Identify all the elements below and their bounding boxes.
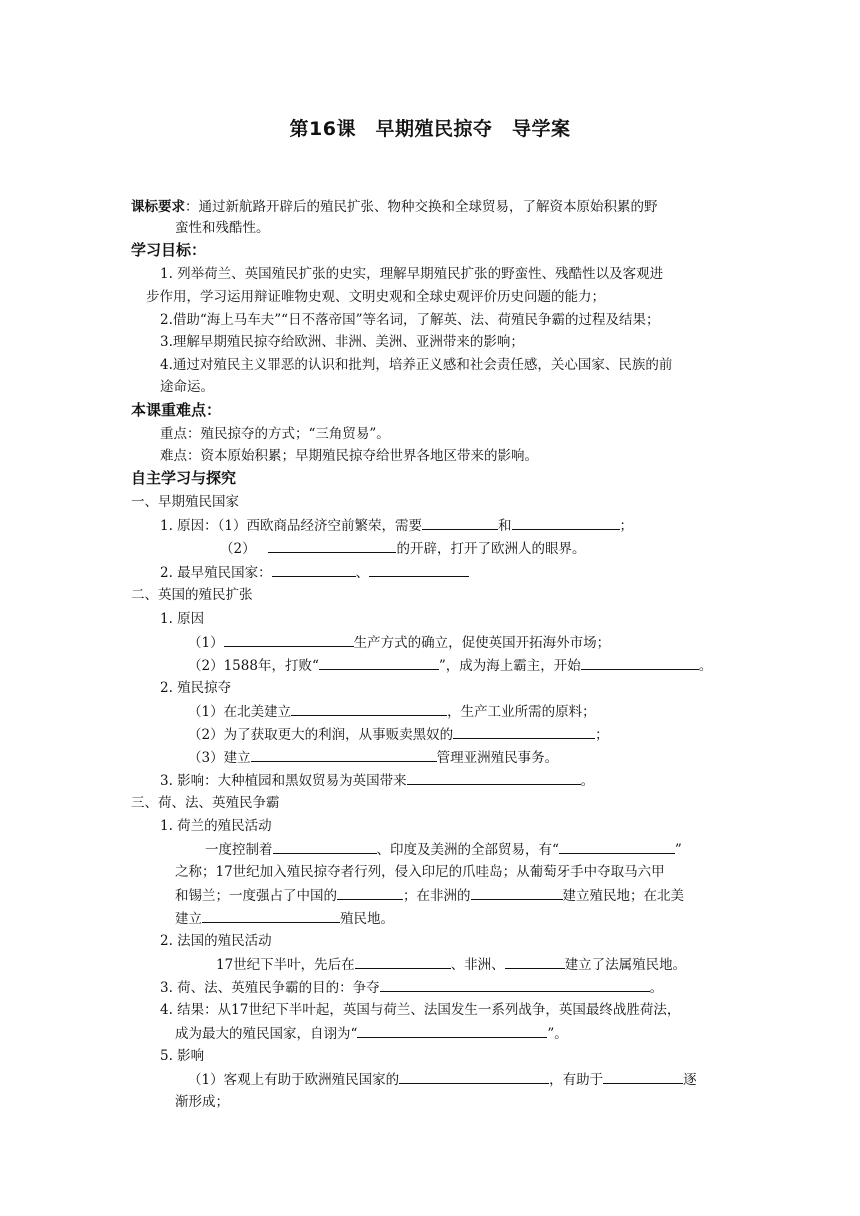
key-point: 重点：殖民掠夺的方式；“三角贸易”。: [160, 426, 390, 442]
curriculum-requirement: [131, 197, 658, 217]
s3-point-1b: 之称；17世纪加入殖民掠夺者行列，侵入印尼的爪哇岛；从葡萄牙手中夺取马六甲: [175, 864, 665, 880]
fill-blank[interactable]: [407, 770, 581, 785]
s3-point-1d: 建立 殖民地。: [175, 908, 394, 929]
s3-point-5a: （1）客观上有助于欧洲殖民国家的 ，有助于 逐: [188, 1069, 697, 1090]
section-3-title: 三、荷、法、英殖民争霸: [131, 795, 280, 811]
s3-point-4b: 成为最大的殖民国家，自诩为“ ”。: [175, 1023, 568, 1044]
goal-4a: 4.通过对殖民主义罪恶的认识和批判，培养正义感和社会责任感，关心国家、民族的前: [160, 357, 673, 373]
s2-point-2c: （3）建立 管理亚洲殖民事务。: [188, 747, 558, 768]
curriculum-label: 课标要求: [131, 199, 185, 215]
s2-point-3: 3. 影响：大种植园和黑奴贸易为英国带来 。: [160, 770, 594, 791]
s3-point-2: 2. 法国的殖民活动: [160, 933, 272, 949]
fill-blank[interactable]: [337, 885, 403, 900]
fill-blank[interactable]: [202, 908, 340, 923]
fill-blank[interactable]: [380, 977, 650, 992]
self-study-heading: 自主学习与探究: [131, 469, 237, 487]
fill-blank[interactable]: [471, 885, 563, 900]
fill-blank[interactable]: [272, 562, 356, 577]
s3-point-1: 1. 荷兰的殖民活动: [160, 818, 272, 834]
fill-blank[interactable]: [603, 1069, 683, 1084]
s2-point-1: 1. 原因: [160, 611, 205, 627]
keypoints-heading: 本课重难点：: [131, 401, 222, 419]
s3-point-5b: 渐形成；: [175, 1094, 229, 1110]
goal-2: 2.借助“海上马车夫”“日不落帝国”等名词，了解英、法、荷殖民争霸的过程及结果；: [160, 312, 660, 328]
fill-blank[interactable]: [357, 1023, 547, 1038]
s3-point-5: 5. 影响: [160, 1048, 205, 1064]
s3-point-4a: 4. 结果：从17世纪下半叶起，英国与荷兰、法国发生一系列战争，英国最终战胜荷法，: [160, 1002, 681, 1018]
fill-blank[interactable]: [453, 724, 595, 739]
fill-blank[interactable]: [581, 655, 699, 670]
fill-blank[interactable]: [512, 515, 620, 530]
curriculum-text-2: 蛮性和残酷性。: [175, 220, 270, 236]
s2-point-1b: （2）1588年，打败“ ”，成为海上霸主，开始 。: [188, 655, 712, 676]
difficult-point: 难点：资本原始积累；早期殖民掠夺给世界各地区带来的影响。: [160, 448, 538, 464]
section-1-title: 一、早期殖民国家: [131, 494, 239, 510]
s3-point-3: 3. 荷、法、英殖民争霸的目的：争夺 。: [160, 977, 663, 998]
goal-1a: 1. 列举荷兰、英国殖民扩张的史实，理解早期殖民扩张的野蛮性、残酷性以及客观进: [160, 266, 664, 282]
goals-heading: 学习目标：: [131, 241, 207, 259]
goal-3: 3.理解早期殖民掠夺给欧洲、非洲、美洲、亚洲带来的影响；: [160, 334, 524, 350]
goal-1b: 步作用，学习运用辩证唯物史观、文明史观和全球史观评价历史问题的能力；: [146, 289, 605, 305]
fill-blank[interactable]: [399, 1069, 549, 1084]
section-2-title: 二、英国的殖民扩张: [131, 587, 253, 603]
s3-point-1c: 和锡兰；一度强占了中国的 ；在非洲的 建立殖民地；在北美: [175, 885, 684, 906]
curriculum-text-1: ：通过新航路开辟后的殖民扩张、物种交换和全球贸易，了解资本原始积累的野: [185, 199, 658, 215]
fill-blank[interactable]: [224, 632, 354, 647]
s2-point-2a: （1）在北美建立 ，生产工业所需的原料；: [188, 701, 596, 722]
s2-point-2: 2. 殖民掠夺: [160, 680, 232, 696]
fill-blank[interactable]: [251, 747, 437, 762]
s3-point-1a: 一度控制着 、印度及美洲的全部贸易，有“ ”: [205, 839, 682, 860]
s1-reason-1: 1. 原因：（1）西欧商品经济空前繁荣，需要 和 ；: [160, 515, 633, 536]
fill-blank[interactable]: [319, 655, 439, 670]
s2-point-2b: （2）为了获取更大的利润，从事贩卖黑奴的 ；: [188, 724, 609, 745]
s1-earliest-countries: 2. 最早殖民国家： 、: [160, 562, 469, 583]
fill-blank[interactable]: [559, 839, 675, 854]
s3-point-2a: 17世纪下半叶，先后在 、非洲、 建立了法属殖民地。: [216, 954, 686, 975]
fill-blank[interactable]: [291, 701, 447, 716]
goal-4b: 途命运。: [160, 379, 214, 395]
fill-blank[interactable]: [273, 839, 377, 854]
fill-blank[interactable]: [505, 954, 565, 969]
s1-reason-2: （2） 的开辟，打开了欧洲人的眼界。: [220, 538, 585, 559]
page-title: 第16课 早期殖民掠夺 导学案: [289, 118, 571, 140]
fill-blank[interactable]: [422, 515, 498, 530]
fill-blank[interactable]: [369, 562, 469, 577]
fill-blank[interactable]: [268, 538, 396, 553]
fill-blank[interactable]: [355, 954, 451, 969]
s2-point-1a: （1） 生产方式的确立，促使英国开拓海外市场；: [188, 632, 610, 653]
